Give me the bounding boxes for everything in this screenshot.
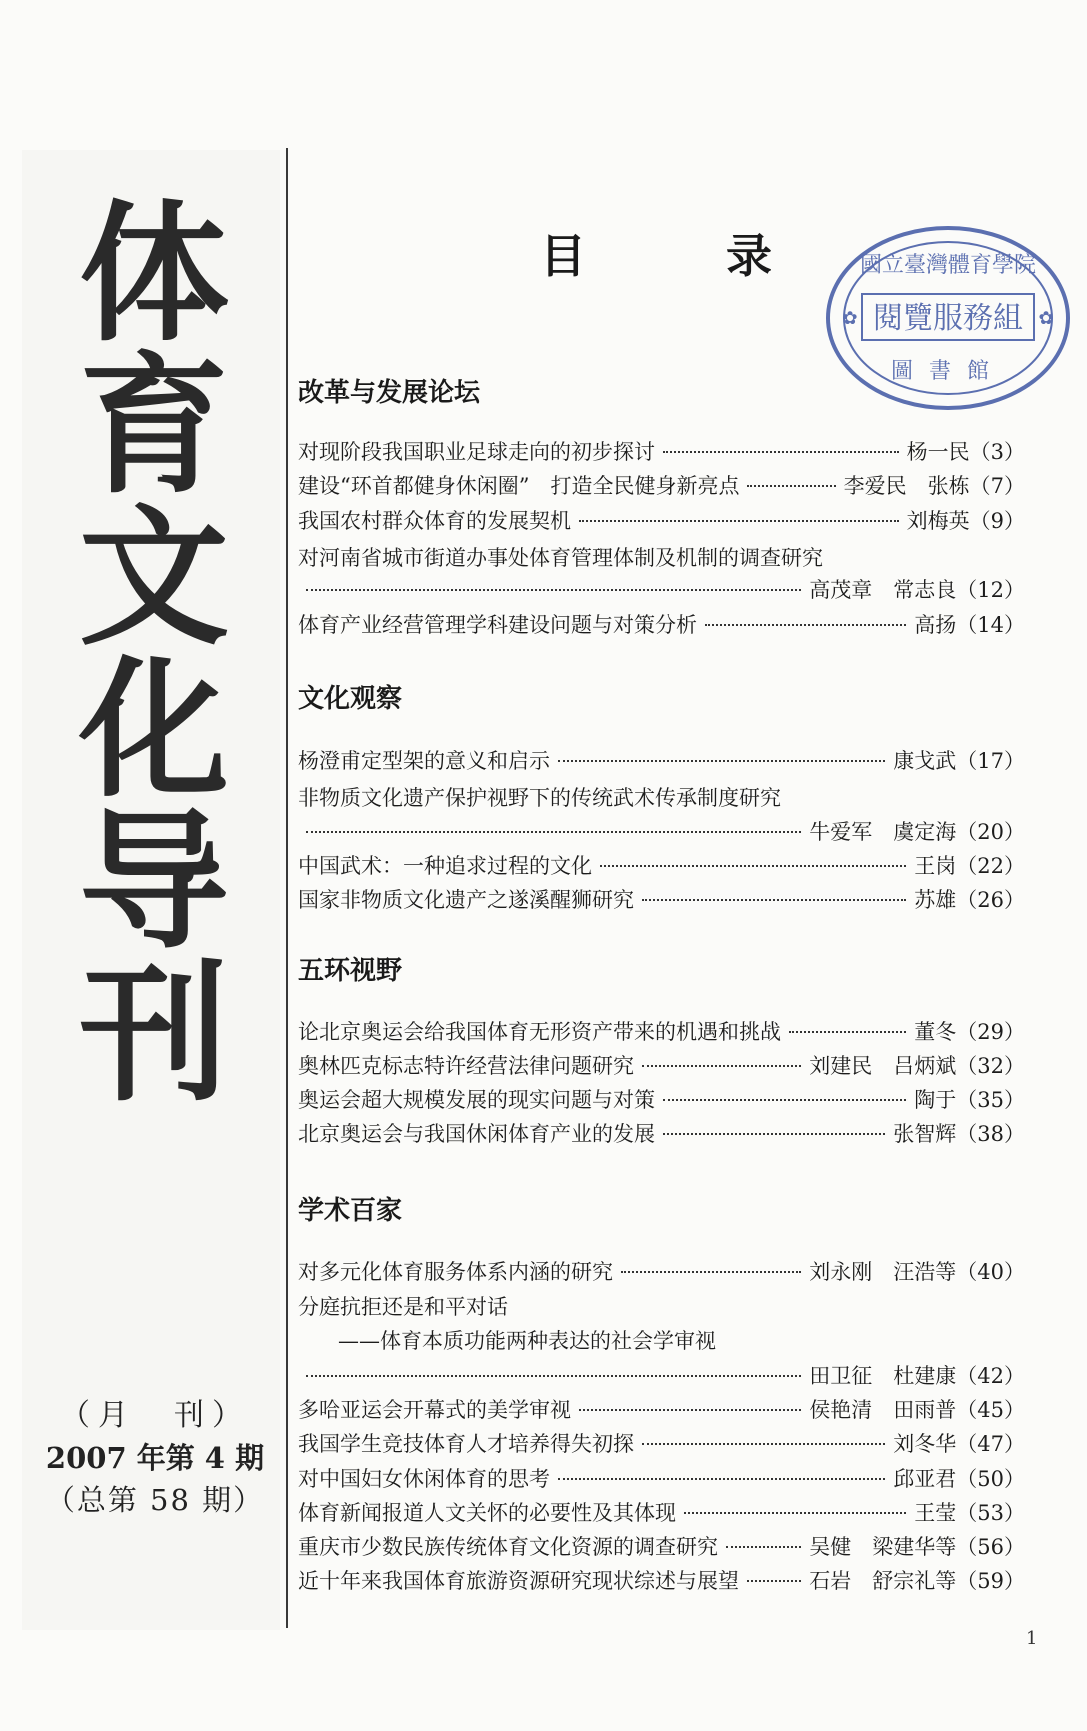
entry-author: 陶于 [914,1088,957,1112]
toc-entry[interactable] [298,1497,1025,1529]
issue-number: 2007 年第 4 期 [45,1441,265,1475]
leader-dots [642,1065,801,1067]
entry-page: （38） [956,1122,1025,1146]
entry-title: 近十年来我国体育旅游资源研究现状综述与展望 [298,1569,739,1593]
toc-entry[interactable] [298,505,1025,537]
toc-entry[interactable] [298,1084,1025,1116]
entry-title[interactable]: 分庭抗拒还是和平对话 [298,1295,508,1319]
leader-dots [558,1478,885,1480]
entry-title: 对中国妇女休闲体育的思考 [298,1467,550,1491]
entry-author: 侯艳清 田雨普 [809,1398,957,1422]
stamp-bottom-text: 圖書館 [890,359,1006,384]
entry-page: （17） [956,749,1025,773]
entry-title: 体育新闻报道人文关怀的必要性及其体现 [298,1501,676,1525]
entry-author: 刘永刚 汪浩等 [809,1260,957,1284]
entry-title: 对现阶段我国职业足球走向的初步探讨 [298,440,655,464]
title-char: 育 [78,340,229,514]
section-title: 学术百家 [298,1196,403,1226]
toc-entry[interactable] [298,1016,1025,1048]
toc-entry[interactable] [298,850,1025,882]
entry-page: （40） [956,1260,1025,1284]
vertical-divider [286,148,288,1628]
leader-dots [684,1512,906,1514]
title-char: 体 [78,188,229,362]
entry-title: 我国学生竞技体育人才培养得失初探 [298,1432,634,1456]
entry-title: 多哈亚运会开幕式的美学审视 [298,1398,571,1422]
leader-dots [306,1375,801,1377]
entry-author: 高扬 [914,613,957,637]
leader-dots [726,1546,801,1548]
toc-entry[interactable] [298,1531,1025,1563]
toc-entry[interactable] [298,1463,1025,1495]
leader-dots [579,520,899,522]
entry-title: 体育产业经营管理学科建设问题与对策分析 [298,613,697,637]
title-char: 化 [78,644,229,818]
entry-page: （47） [956,1432,1025,1456]
leader-dots [663,1133,885,1135]
entry-page: （59） [956,1569,1025,1593]
entry-page: （32） [956,1054,1025,1078]
toc-entry[interactable] [298,1394,1025,1426]
library-stamp [822,220,1074,416]
entry-author: 牛爱军 虞定海 [809,820,957,844]
section-title: 文化观察 [298,684,403,714]
toc-entry[interactable] [298,470,1025,502]
leader-dots [306,589,801,591]
entry-author: 王岗 [914,854,957,878]
entry-page: （9） [969,509,1025,533]
toc-entry[interactable] [298,816,1025,848]
toc-entry[interactable] [298,1256,1025,1288]
entry-author: 刘梅英 [906,509,970,533]
entry-author: 邱亚君 [893,1467,957,1491]
entry-title: 杨澄甫定型架的意义和启示 [298,749,550,773]
leader-dots [579,1409,801,1411]
entry-page: （29） [956,1020,1025,1044]
entry-title: 国家非物质文化遗产之遂溪醒狮研究 [298,888,634,912]
toc-entry[interactable] [298,884,1025,916]
issue-total: （总第 58 期） [45,1483,265,1517]
entry-title: 奥林匹克标志特许经营法律问题研究 [298,1054,634,1078]
toc-heading: 目录 [540,229,912,283]
toc-entry[interactable] [298,1565,1025,1597]
entry-title: 奥运会超大规模发展的现实问题与对策 [298,1088,655,1112]
section-title: 改革与发展论坛 [298,378,481,408]
entry-author: 刘建民 吕炳斌 [809,1054,957,1078]
title-char: 文 [78,492,229,666]
toc-entry[interactable] [298,745,1025,777]
entry-title: 对多元化体育服务体系内涵的研究 [298,1260,613,1284]
stamp-top-text: 國立臺灣體育學院 [859,253,1037,278]
toc-entry[interactable] [298,1360,1025,1392]
entry-page: （14） [956,613,1025,637]
section-title: 五环视野 [298,956,403,986]
entry-title: 北京奥运会与我国休闲体育产业的发展 [298,1122,655,1146]
entry-author: 王莹 [914,1501,957,1525]
leader-dots [642,899,906,901]
entry-page: （3） [969,440,1025,464]
toc-entry[interactable] [298,609,1025,641]
entry-page: （12） [956,578,1025,602]
entry-title: 重庆市少数民族传统体育文化资源的调查研究 [298,1535,718,1559]
entry-title: 论北京奥运会给我国体育无形资产带来的机遇和挑战 [298,1020,781,1044]
entry-title: 中国武术：一种追求过程的文化 [298,854,592,878]
entry-page: （26） [956,888,1025,912]
entry-author: 刘冬华 [893,1432,957,1456]
leader-dots [621,1271,801,1273]
leader-dots [747,485,835,487]
entry-page: （42） [956,1364,1025,1388]
leader-dots [600,865,906,867]
leader-dots [705,624,906,626]
stamp-flower-icon: ✿ [842,308,858,329]
entry-subtitle: ——体育本质功能两种表达的社会学审视 [338,1329,716,1353]
entry-page: （53） [956,1501,1025,1525]
leader-dots [663,451,899,453]
entry-author: 石岩 舒宗礼等 [809,1569,957,1593]
leader-dots [747,1580,801,1582]
entry-title: 建设“环首都健身休闲圈” 打造全民健身新亮点 [298,474,740,498]
entry-page: （20） [956,820,1025,844]
entry-author: 田卫征 杜建康 [809,1364,957,1388]
toc-entry[interactable] [298,1428,1025,1460]
entry-author: 张智辉 [893,1122,957,1146]
entry-author: 康戈武 [893,749,957,773]
entry-author: 苏雄 [914,888,957,912]
entry-author: 杨一民 [906,440,970,464]
entry-title[interactable]: 对河南省城市街道办事处体育管理体制及机制的调查研究 [298,546,823,570]
entry-page: （7） [969,474,1025,498]
entry-page: （35） [956,1088,1025,1112]
stamp-center-text: 閱覽服務組 [873,301,1023,336]
leader-dots [306,831,801,833]
leader-dots [789,1031,906,1033]
entry-author: 李爱民 张栋 [843,474,970,498]
issue-info [40,1395,270,1521]
issue-frequency: （月 刊） [60,1398,250,1433]
stamp-flower-icon: ✿ [1038,308,1054,329]
title-char: 刊 [78,948,229,1122]
toc-entry[interactable] [298,436,1025,468]
entry-page: （45） [956,1398,1025,1422]
journal-title [64,188,244,1122]
entry-author: 董冬 [914,1020,957,1044]
leader-dots [558,760,885,762]
entry-page: （22） [956,854,1025,878]
entry-author: 吴健 梁建华等 [809,1535,957,1559]
entry-title: 我国农村群众体育的发展契机 [298,509,571,533]
title-char: 导 [78,796,229,970]
entry-author: 高茂章 常志良 [809,578,957,602]
entry-page: （50） [956,1467,1025,1491]
entry-page: （56） [956,1535,1025,1559]
leader-dots [663,1099,906,1101]
entry-title[interactable]: 非物质文化遗产保护视野下的传统武术传承制度研究 [298,786,781,810]
toc-entry[interactable] [298,1050,1025,1082]
page-number: 1 [1026,1628,1038,1649]
toc-entry[interactable] [298,574,1025,606]
toc-entry[interactable] [298,1118,1025,1150]
leader-dots [642,1443,885,1445]
